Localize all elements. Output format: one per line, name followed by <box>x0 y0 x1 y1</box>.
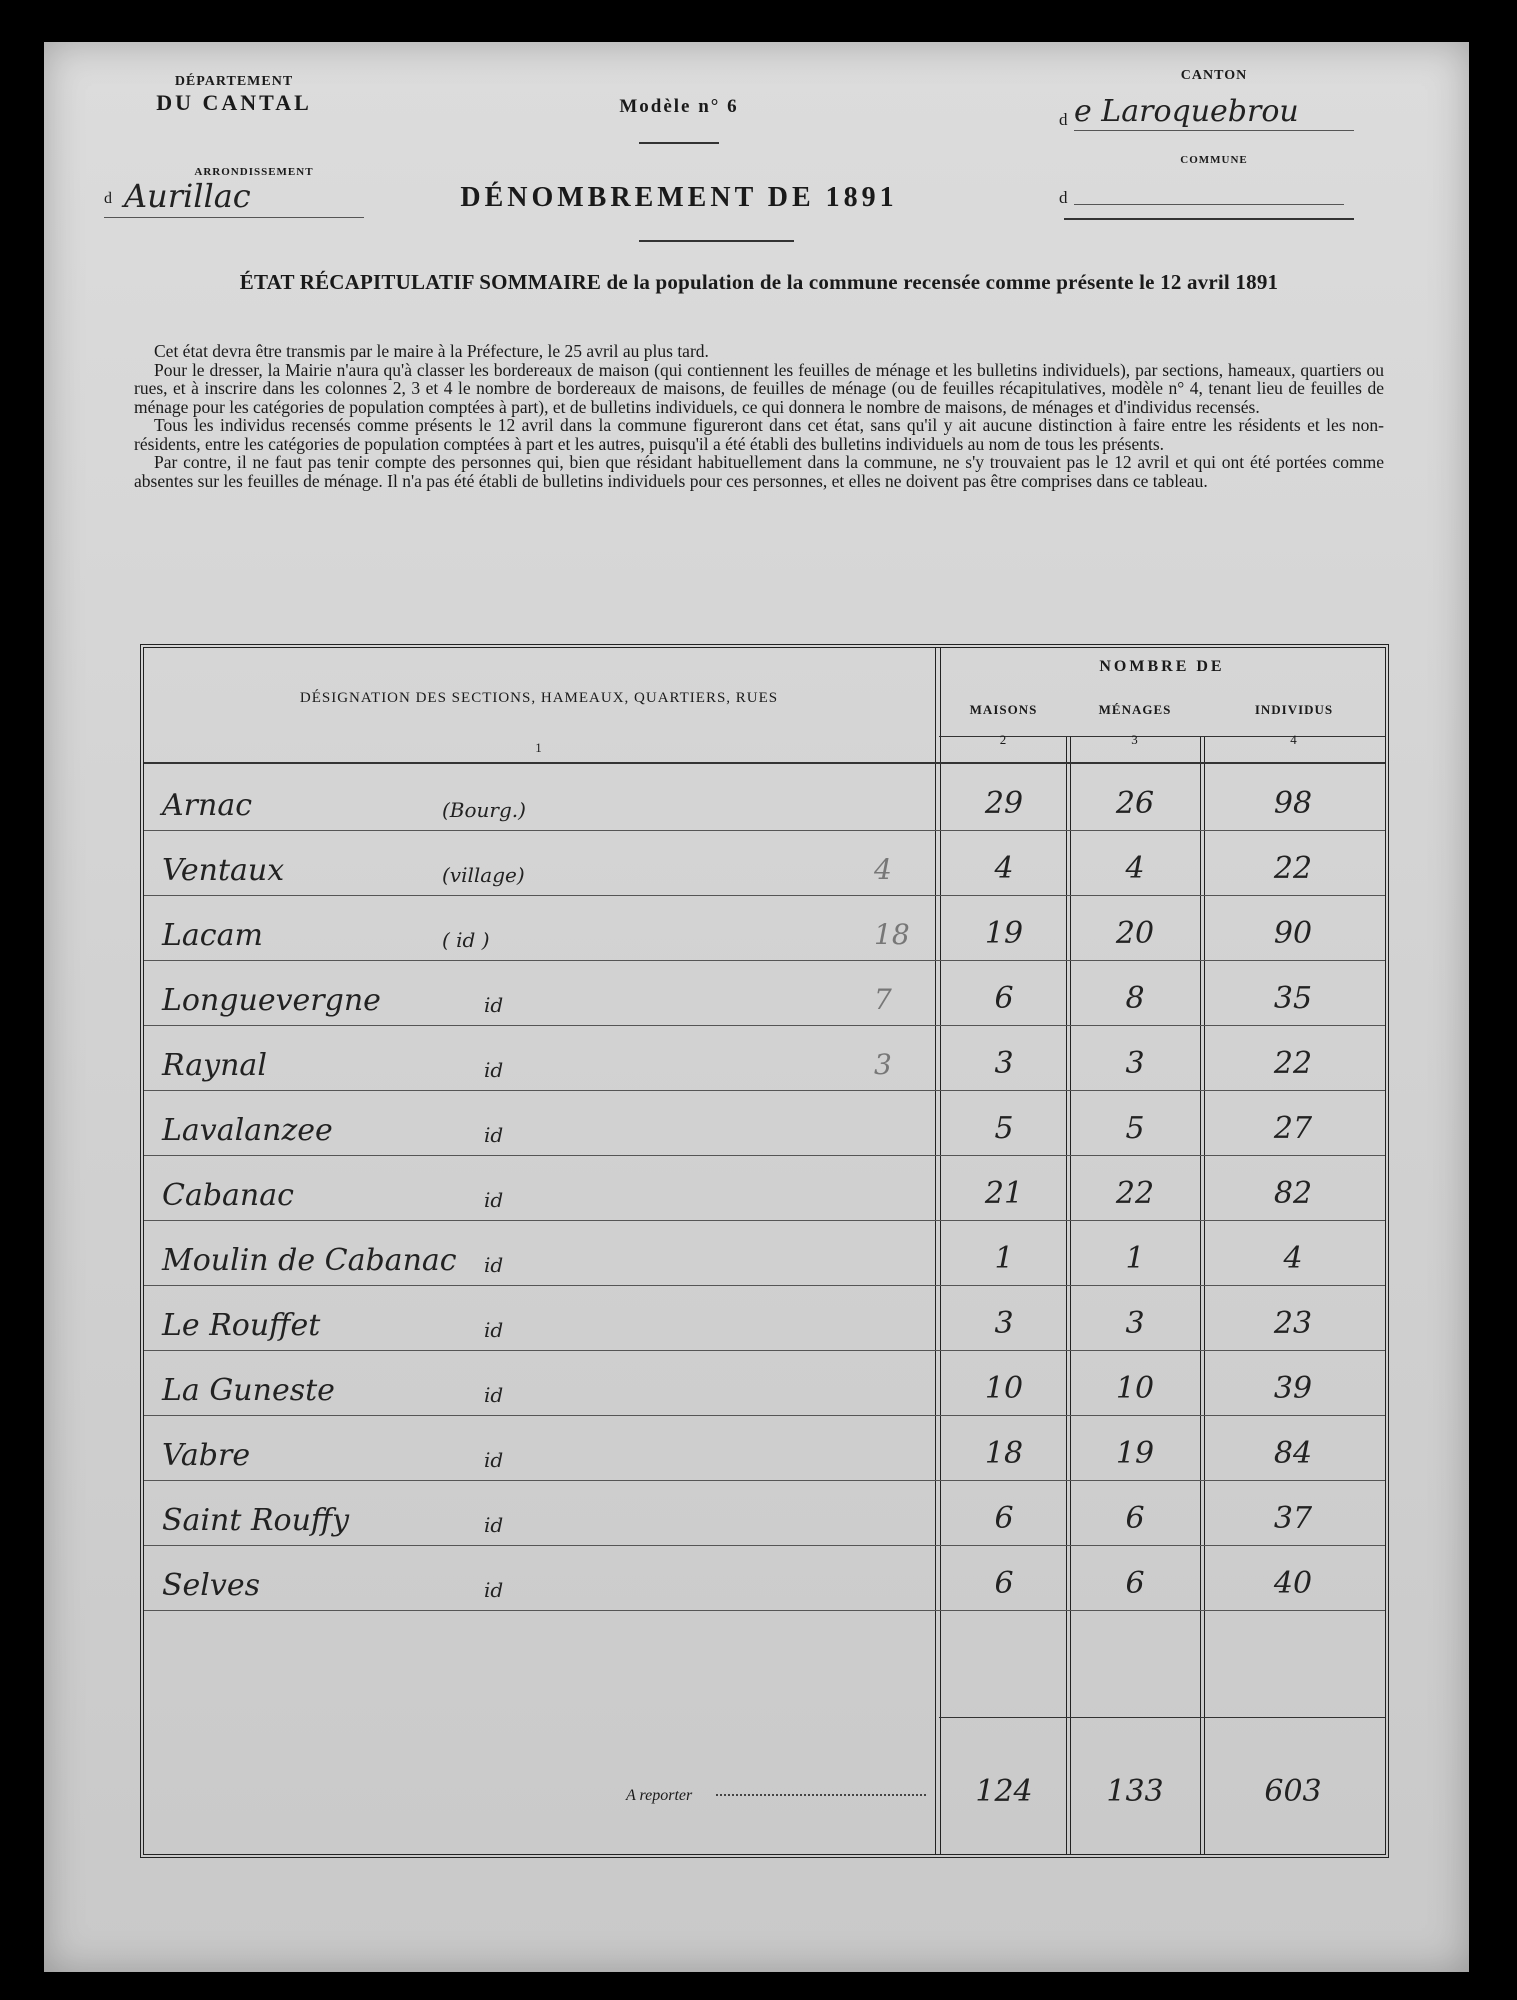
row-individus-value: 37 <box>1273 1501 1313 1536</box>
arrondissement-value: Aurillac <box>124 177 251 215</box>
row-section-type: id <box>484 1513 504 1537</box>
row-individus-value: 27 <box>1273 1111 1313 1146</box>
departement-label: DÉPARTEMENT <box>174 74 294 89</box>
row-ruling-line <box>144 960 1385 961</box>
row-maisons-value: 10 <box>984 1371 1024 1406</box>
row-section-name: Le Rouffet <box>162 1308 321 1343</box>
nombre-de-header: NOMBRE DE <box>1099 658 1225 675</box>
census-form-page <box>44 42 1469 1972</box>
designation-col-number: 1 <box>535 740 543 755</box>
row-section-name: Lacam <box>162 918 263 953</box>
row-section-type: id <box>484 1188 504 1212</box>
row-section-name: Raynal <box>162 1048 267 1083</box>
total-rule <box>939 1717 1385 1718</box>
row-individus-value: 98 <box>1273 786 1313 821</box>
row-ruling-line <box>144 1025 1385 1026</box>
row-ruling-line <box>144 895 1385 896</box>
row-margin-note: 18 <box>874 918 910 951</box>
row-maisons-value: 3 <box>994 1306 1014 1341</box>
canton-label: CANTON <box>1180 68 1248 83</box>
menages-header: MÉNAGES <box>1098 702 1172 717</box>
row-ruling-line <box>144 830 1385 831</box>
row-ruling-line <box>144 1350 1385 1351</box>
canton-prefix: d <box>1059 110 1068 129</box>
arrondissement-underline <box>104 217 364 218</box>
row-individus-value: 4 <box>1283 1241 1303 1276</box>
report-individus: 603 <box>1264 1774 1322 1809</box>
report-menages: 133 <box>1106 1774 1164 1809</box>
row-section-type: (Bourg.) <box>442 798 526 822</box>
arrondissement-label: ARRONDISSEMENT <box>194 166 314 178</box>
canton-value: e Laroquebrou <box>1074 94 1299 129</box>
modele-label: Modèle n° 6 <box>619 96 739 117</box>
row-menages-value: 8 <box>1125 981 1145 1016</box>
row-section-type: ( id ) <box>442 928 490 952</box>
row-maisons-value: 21 <box>984 1176 1024 1211</box>
row-section-name: Longuevergne <box>162 983 381 1018</box>
report-leader-dots <box>716 1794 926 1796</box>
row-section-name: Lavalanzee <box>162 1113 333 1148</box>
instruction-paragraph: Par contre, il ne faut pas tenir compte des personnes qui, bien que résidant habituellement dans la commune, ne s'y trouvaient pas le 12 avril et qui ont été portées comme absentes sur les feuilles de ménage. Il n'a pas été établi de bulletins individuels pour ces personnes, et elles ne doivent pas être comprises dans ce tableau. <box>134 452 1384 491</box>
row-individus-value: 82 <box>1273 1176 1313 1211</box>
page-title: DÉNOMBREMENT DE 1891 <box>460 182 898 213</box>
row-maisons-value: 18 <box>984 1436 1024 1471</box>
row-menages-value: 3 <box>1125 1046 1145 1081</box>
commune-underline <box>1074 204 1344 205</box>
arrondissement-prefix: d <box>104 190 112 207</box>
row-section-type: id <box>484 1253 504 1277</box>
instruction-paragraph: Cet état devra être transmis par le maire à la Préfecture, le 25 avril au plus tard. <box>154 341 709 361</box>
row-ruling-line <box>144 1610 1385 1611</box>
row-individus-value: 39 <box>1273 1371 1313 1406</box>
row-section-name: Vabre <box>162 1438 251 1473</box>
row-section-type: id <box>484 1058 504 1082</box>
row-section-name: Arnac <box>162 788 253 823</box>
row-section-name: Moulin de Cabanac <box>162 1243 457 1278</box>
row-individus-value: 23 <box>1273 1306 1313 1341</box>
row-menages-value: 6 <box>1125 1501 1145 1536</box>
maisons-col-number: 2 <box>999 732 1008 747</box>
report-label: A reporter <box>626 1787 693 1804</box>
departement-value: DU CANTAL <box>156 90 312 115</box>
row-ruling-line <box>144 1090 1385 1091</box>
canton-underline <box>1074 130 1354 131</box>
commune-prefix: d <box>1059 188 1068 207</box>
row-section-name: La Guneste <box>162 1373 335 1408</box>
row-menages-value: 4 <box>1125 851 1145 886</box>
row-maisons-value: 6 <box>994 1566 1014 1601</box>
row-section-name: Selves <box>162 1568 260 1603</box>
maisons-header: MAISONS <box>969 702 1038 717</box>
row-section-type: (village) <box>442 863 525 887</box>
row-individus-value: 35 <box>1273 981 1313 1016</box>
row-individus-value: 84 <box>1273 1436 1313 1471</box>
row-menages-value: 3 <box>1125 1306 1145 1341</box>
row-maisons-value: 6 <box>994 1501 1014 1536</box>
row-menages-value: 19 <box>1115 1436 1155 1471</box>
row-section-name: Cabanac <box>162 1178 294 1213</box>
row-margin-note: 7 <box>874 983 892 1016</box>
row-menages-value: 22 <box>1115 1176 1155 1211</box>
row-ruling-line <box>144 1220 1385 1221</box>
row-section-name: Saint Rouffy <box>162 1503 350 1538</box>
row-ruling-line <box>144 1415 1385 1416</box>
row-menages-value: 20 <box>1115 916 1155 951</box>
row-individus-value: 22 <box>1273 1046 1313 1081</box>
row-maisons-value: 3 <box>994 1046 1014 1081</box>
row-ruling-line <box>144 1155 1385 1156</box>
row-individus-value: 22 <box>1273 851 1313 886</box>
row-margin-note: 3 <box>874 1048 892 1081</box>
instructions-block <box>134 342 1384 490</box>
row-maisons-value: 1 <box>994 1241 1014 1276</box>
designation-divider <box>935 648 941 1854</box>
row-menages-value: 26 <box>1115 786 1155 821</box>
menages-divider <box>1200 737 1205 1854</box>
row-individus-value: 90 <box>1273 916 1313 951</box>
page-subtitle: ÉTAT RÉCAPITULATIF SOMMAIRE de la population de la commune recensée comme présente le 12 avril 1891 <box>239 270 1279 294</box>
row-maisons-value: 29 <box>984 786 1024 821</box>
instruction-paragraph: Tous les individus recensés comme présents le 12 avril dans la commune figureront dans cet état, sans qu'il y ait aucune distinction à faire entre les résidents et les non-résidents, entre les catégories de population comptées à part et les autres, puisqu'il a été établi des bulletins individuels au nom de tous les présents. <box>134 415 1384 454</box>
maisons-divider <box>1066 737 1071 1854</box>
row-menages-value: 6 <box>1125 1566 1145 1601</box>
row-ruling-line <box>144 1285 1385 1286</box>
row-section-type: id <box>484 1448 504 1472</box>
individus-header: INDIVIDUS <box>1254 702 1334 717</box>
row-section-type: id <box>484 1383 504 1407</box>
menages-col-number: 3 <box>1131 732 1139 747</box>
designation-header: DÉSIGNATION DES SECTIONS, HAMEAUX, QUARTIERS, RUES <box>299 690 779 706</box>
row-menages-value: 10 <box>1115 1371 1155 1406</box>
commune-label: COMMUNE <box>1180 154 1248 166</box>
row-section-type: id <box>484 993 504 1017</box>
row-section-type: id <box>484 1318 504 1342</box>
row-maisons-value: 5 <box>994 1111 1014 1146</box>
report-maisons: 124 <box>975 1774 1033 1809</box>
row-maisons-value: 6 <box>994 981 1014 1016</box>
row-maisons-value: 19 <box>984 916 1024 951</box>
instruction-paragraph: Pour le dresser, la Mairie n'aura qu'à classer les bordereaux de maison (qui contiennent les feuilles de ménage et les bulletins individuels), par sections, hameaux, quartiers ou rues, et à inscrire dans les colonnes 2, 3 et 4 le nombre de bordereaux de maisons, de feuilles de ménage (ou de feuilles récapitulatives, modèle n° 4, tenant lieu de feuilles de ménage pour les catégories de population comptées à part), et de bulletins individuels, ce qui donnera le nombre de maisons, de ménages et d'individus recensés. <box>134 359 1384 417</box>
row-ruling-line <box>144 1480 1385 1481</box>
row-individus-value: 40 <box>1273 1566 1313 1601</box>
title-rule <box>639 240 794 242</box>
header-bottom-rule <box>144 762 1385 764</box>
row-section-name: Ventaux <box>162 853 285 888</box>
row-ruling-line <box>144 1545 1385 1546</box>
header-right-rule <box>1064 218 1354 220</box>
row-margin-note: 4 <box>874 853 892 886</box>
row-menages-value: 1 <box>1125 1241 1145 1276</box>
row-section-type: id <box>484 1123 504 1147</box>
individus-col-number: 4 <box>1290 732 1298 747</box>
row-menages-value: 5 <box>1125 1111 1145 1146</box>
row-maisons-value: 4 <box>994 851 1014 886</box>
row-section-type: id <box>484 1578 504 1602</box>
modele-rule <box>639 142 719 144</box>
